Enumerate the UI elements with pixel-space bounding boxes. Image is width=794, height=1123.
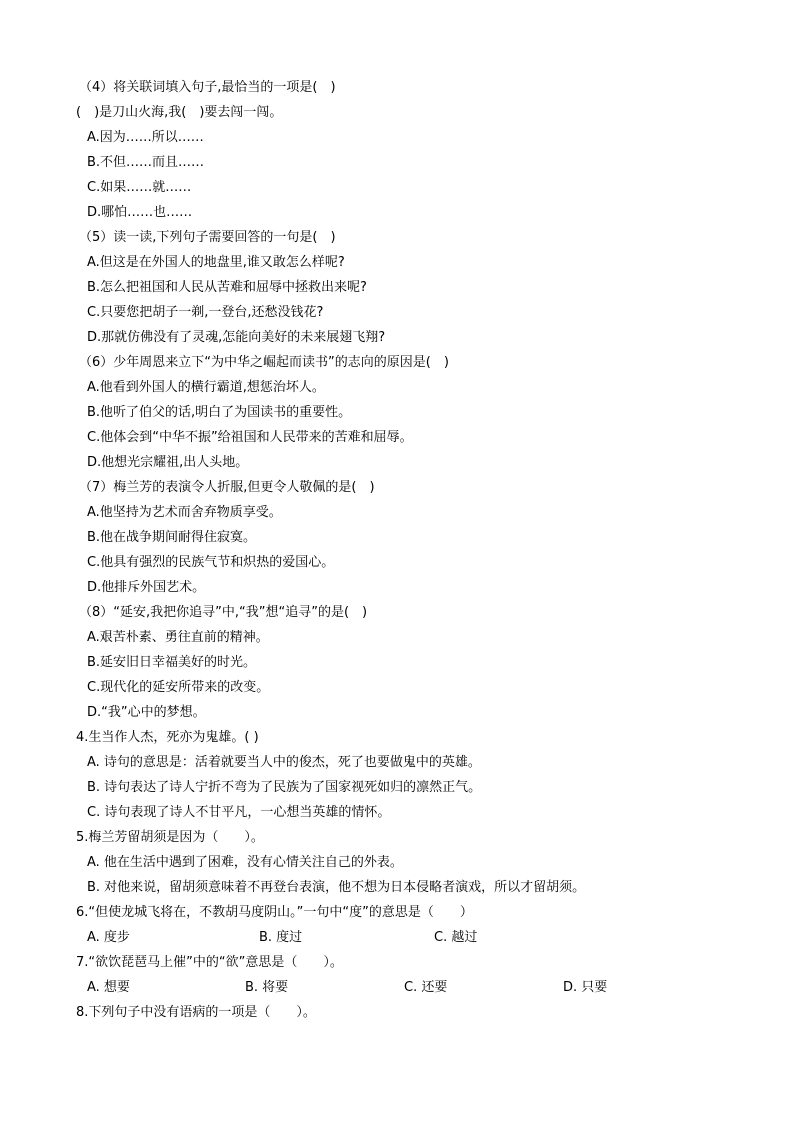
problem-7-stem: 7.“欲饮琵琶马上催”中的“欲”意思是（ ）。 [76, 955, 343, 970]
question-4-sentence: ( )是刀山火海,我( )要去闯一闯。 [76, 105, 283, 120]
question-4-stem: （4）将关联词填入句子,最恰当的一项是( ) [79, 80, 336, 95]
question-8-option-a: A.艰苦朴素、勇往直前的精神。 [87, 630, 269, 645]
question-7-option-a: A.他坚持为艺术而舍弃物质享受。 [87, 505, 282, 520]
problem-7-option-d: D. 只要 [563, 980, 608, 995]
problem-7-option-b: B. 将要 [245, 980, 289, 995]
question-6-option-c: C.他体会到“中华不振”给祖国和人民带来的苦难和屈辱。 [87, 430, 413, 445]
problem-4-option-c: C. 诗句表现了诗人不甘平凡，一心想当英雄的情怀。 [87, 805, 391, 820]
problem-5-stem: 5.梅兰芳留胡须是因为（ ）。 [76, 830, 264, 845]
question-8-option-c: C.现代化的延安所带来的改变。 [87, 680, 270, 695]
question-4-option-c: C.如果……就…… [87, 180, 192, 195]
question-8-stem: （8）“延安,我把你追寻”中,“我”想“追寻”的是( ) [79, 605, 368, 620]
problem-6-option-c: C. 越过 [434, 930, 478, 945]
question-4-option-d: D.哪怕……也…… [87, 205, 193, 220]
problem-8-stem: 8.下列句子中没有语病的一项是（ ）。 [76, 1005, 316, 1020]
question-8-option-d: D.“我”心中的梦想。 [87, 705, 206, 720]
question-7-option-b: B.他在战争期间耐得住寂寞。 [87, 530, 257, 545]
question-5-option-a: A.但这是在外国人的地盘里,谁又敢怎么样呢? [87, 255, 345, 270]
question-6-stem: （6）少年周恩来立下“为中华之崛起而读书”的志向的原因是( ) [79, 355, 449, 370]
question-6-option-d: D.他想光宗耀祖,出人头地。 [87, 455, 249, 470]
question-5-option-c: C.只要您把胡子一剃,一登台,还愁没钱花? [87, 305, 324, 320]
problem-7-option-c: C. 还要 [404, 980, 448, 995]
problem-6-option-a: A. 度步 [87, 930, 130, 945]
problem-6-option-b: B. 度过 [259, 930, 303, 945]
question-7-stem: （7）梅兰芳的表演令人折服,但更令人敬佩的是( ) [79, 480, 375, 495]
question-4-option-b: B.不但……而且…… [87, 155, 205, 170]
problem-4-option-a: A. 诗句的意思是：活着就要当人中的俊杰，死了也要做鬼中的英雄。 [87, 755, 481, 770]
question-6-option-a: A.他看到外国人的横行霸道,想惩治坏人。 [87, 380, 325, 395]
question-6-option-b: B.他听了伯父的话,明白了为国读书的重要性。 [87, 405, 352, 420]
question-8-option-b: B.延安旧日幸福美好的时光。 [87, 655, 257, 670]
problem-4-stem: 4.生当作人杰，死亦为鬼雄。( ) [76, 730, 259, 745]
question-5-option-d: D.那就仿佛没有了灵魂,怎能向美好的未来展翅飞翔? [87, 330, 386, 345]
problem-6-stem: 6.“但使龙城飞将在，不教胡马度阴山。”一句中“度”的意思是（ ） [76, 905, 473, 920]
problem-7-option-a: A. 想要 [87, 980, 130, 995]
problem-5-option-b: B. 对他来说，留胡须意味着不再登台表演，他不想为日本侵略者演戏，所以才留胡须。 [87, 880, 586, 895]
question-7-option-c: C.他具有强烈的民族气节和炽热的爱国心。 [87, 555, 335, 570]
question-4-option-a: A.因为……所以…… [87, 130, 204, 145]
question-7-option-d: D.他排斥外国艺术。 [87, 580, 206, 595]
problem-4-option-b: B. 诗句表达了诗人宁折不弯为了民族为了国家视死如归的凛然正气。 [87, 780, 482, 795]
problem-5-option-a: A. 他在生活中遇到了困难，没有心情关注自己的外表。 [87, 855, 403, 870]
question-5-option-b: B.怎么把祖国和人民从苦难和屈辱中拯救出来呢? [87, 280, 367, 295]
question-5-stem: （5）读一读,下列句子需要回答的一句是( ) [79, 230, 336, 245]
